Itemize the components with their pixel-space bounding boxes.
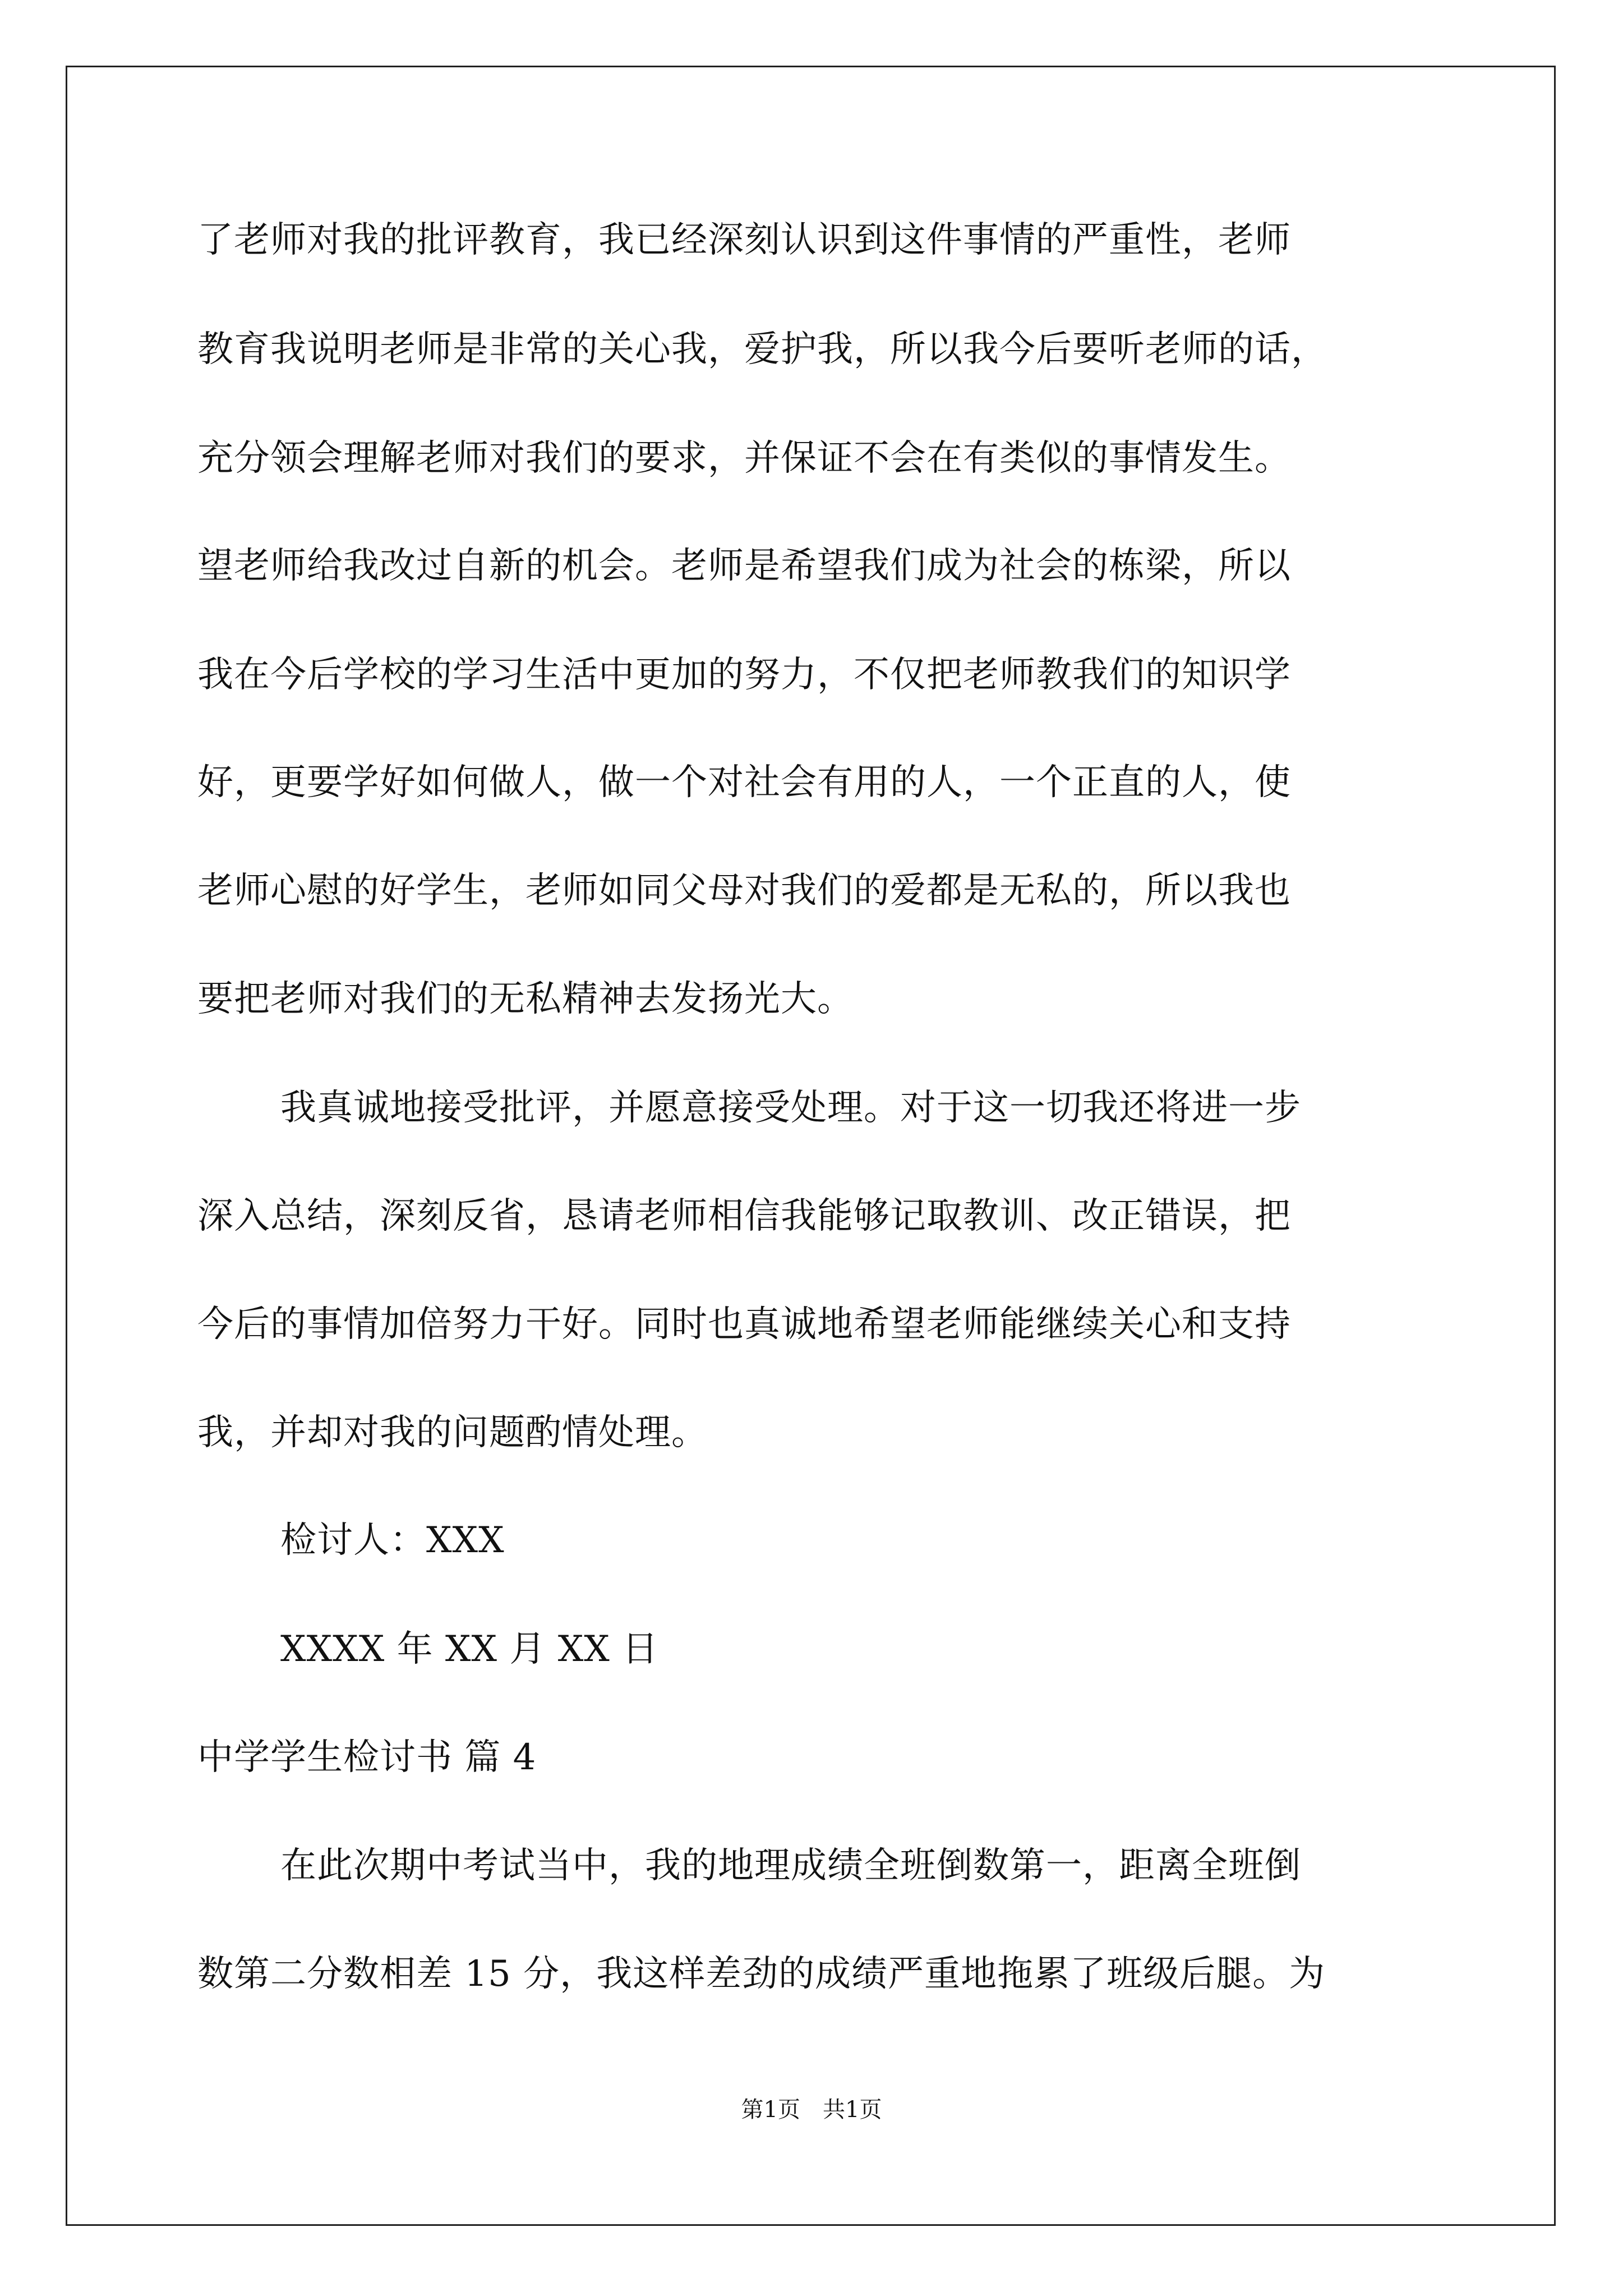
date-line: XXXX 年 XX 月 XX 日 <box>280 1628 659 1670</box>
page-footer: 第1页 共1页 <box>741 2097 882 2123</box>
body-line-4: 望老师给我改过自新的机会。老师是希望我们成为社会的栋梁，所以 <box>197 545 1291 587</box>
section-heading: 中学学生检讨书 篇 4 <box>197 1737 537 1778</box>
page-border <box>66 66 1556 2226</box>
body-line-2: 教育我说明老师是非常的关心我，爱护我，所以我今后要听老师的话， <box>197 329 1327 370</box>
body-line-3: 充分领会理解老师对我们的要求，并保证不会在有类似的事情发生。 <box>197 438 1291 479</box>
paragraph-2-line-2: 深入总结，深刻反省，恳请老师相信我能够记取教训、改正错误，把 <box>197 1195 1291 1237</box>
body-line-1: 了老师对我的批评教育，我已经深刻认识到这件事情的严重性，老师 <box>197 219 1291 261</box>
body-line-5: 我在今后学校的学习生活中更加的努力，不仅把老师教我们的知识学 <box>197 654 1291 696</box>
section-4-line-2: 数第二分数相差 15 分，我这样差劲的成绩严重地拖累了班级后腿。为 <box>197 1953 1326 1995</box>
section-4-line-1: 在此次期中考试当中，我的地理成绩全班倒数第一，距离全班倒 <box>280 1845 1301 1887</box>
signature-line: 检讨人：XXX <box>280 1520 505 1561</box>
paragraph-2-line-3: 今后的事情加倍努力干好。同时也真诚地希望老师能继续关心和支持 <box>197 1304 1291 1345</box>
paragraph-2-line-1: 我真诚地接受批评，并愿意接受处理。对于这一切我还将进一步 <box>280 1087 1301 1129</box>
body-line-8: 要把老师对我们的无私精神去发扬光大。 <box>197 978 854 1020</box>
body-line-7: 老师心慰的好学生，老师如同父母对我们的爱都是无私的，所以我也 <box>197 870 1291 912</box>
paragraph-2-line-4: 我，并却对我的问题酌情处理。 <box>197 1412 708 1453</box>
body-line-6: 好，更要学好如何做人，做一个对社会有用的人，一个正直的人，使 <box>197 762 1291 803</box>
